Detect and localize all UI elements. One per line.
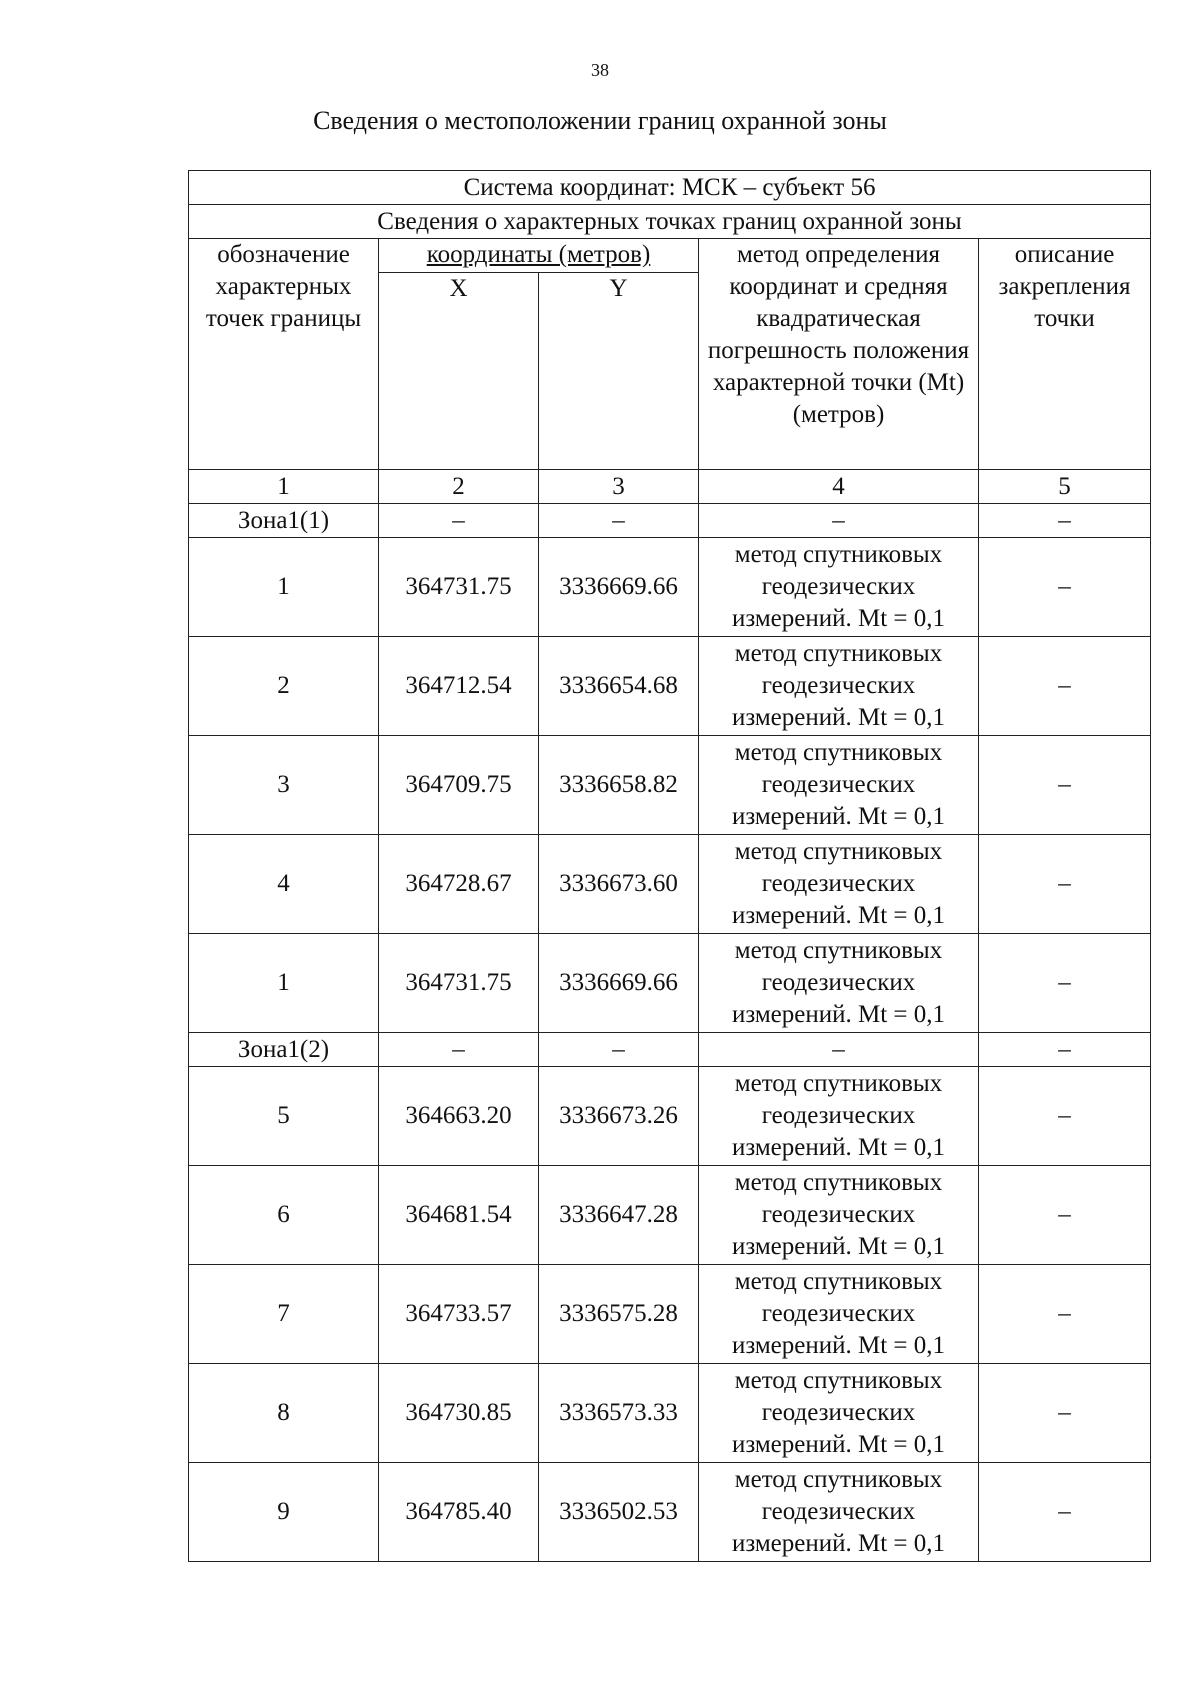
coordinate-system: Система координат: МСК – субъект 56 — [189, 171, 1151, 205]
column-number: 2 — [379, 470, 539, 504]
zone-label: Зона1(2) — [189, 1033, 379, 1067]
method-text: метод спутниковых геодезических измерений. Mt = 0,1 — [699, 538, 979, 637]
header-coordinates-label: координаты (метров) — [426, 241, 651, 268]
column-number: 1 — [189, 470, 379, 504]
zone-y: – — [539, 1033, 699, 1067]
table-row — [189, 637, 1151, 736]
fixing-text: – — [979, 1265, 1151, 1364]
zone-fixing: – — [979, 504, 1151, 538]
method-text: метод спутниковых геодезических измерений. Mt = 0,1 — [699, 934, 979, 1033]
zone-method: – — [699, 504, 979, 538]
fixing-text: – — [979, 934, 1151, 1033]
point-number: 8 — [189, 1364, 379, 1463]
coord-y: 3336669.66 — [539, 934, 699, 1033]
zone-x: – — [379, 504, 539, 538]
table-row — [189, 835, 1151, 934]
coord-x: 364731.75 — [379, 934, 539, 1033]
point-number: 5 — [189, 1067, 379, 1166]
method-text: метод спутниковых геодезических измерений. Mt = 0,1 — [699, 1067, 979, 1166]
zone-method: – — [699, 1033, 979, 1067]
page-number: 38 — [591, 60, 609, 80]
coord-x: 364785.40 — [379, 1463, 539, 1562]
table-row — [189, 1364, 1151, 1463]
header-method: метод определения координат и средняя квадратическая погрешность положения характерной точки (Mt) (метров) — [699, 239, 979, 470]
point-number: 1 — [189, 538, 379, 637]
method-text: метод спутниковых геодезических измерений. Mt = 0,1 — [699, 736, 979, 835]
point-number: 7 — [189, 1265, 379, 1364]
coord-y: 3336654.68 — [539, 637, 699, 736]
zone-fixing: – — [979, 1033, 1151, 1067]
header-point-designation: обозначение характерных точек границы — [189, 239, 379, 470]
header-y: Y — [539, 273, 699, 470]
table-row — [189, 1067, 1151, 1166]
zone-row — [189, 1033, 1151, 1067]
fixing-text: – — [979, 637, 1151, 736]
fixing-text: – — [979, 1463, 1151, 1562]
method-text: метод спутниковых геодезических измерений. Mt = 0,1 — [699, 1463, 979, 1562]
coord-x: 364712.54 — [379, 637, 539, 736]
method-text: метод спутниковых геодезических измерений. Mt = 0,1 — [699, 1265, 979, 1364]
point-number: 1 — [189, 934, 379, 1033]
coord-y: 3336673.60 — [539, 835, 699, 934]
table-row — [189, 736, 1151, 835]
coord-y: 3336669.66 — [539, 538, 699, 637]
point-number: 6 — [189, 1166, 379, 1265]
coord-y: 3336575.28 — [539, 1265, 699, 1364]
header-x: X — [379, 273, 539, 470]
point-number: 2 — [189, 637, 379, 736]
coord-x: 364728.67 — [379, 835, 539, 934]
method-text: метод спутниковых геодезических измерений. Mt = 0,1 — [699, 835, 979, 934]
column-number: 3 — [539, 470, 699, 504]
method-text: метод спутниковых геодезических измерений. Mt = 0,1 — [699, 1166, 979, 1265]
coord-x: 364709.75 — [379, 736, 539, 835]
coord-y: 3336502.53 — [539, 1463, 699, 1562]
table-row — [189, 1463, 1151, 1562]
fixing-text: – — [979, 736, 1151, 835]
fixing-text: – — [979, 1364, 1151, 1463]
point-number: 9 — [189, 1463, 379, 1562]
header-coordinates — [379, 239, 699, 273]
coord-x: 364663.20 — [379, 1067, 539, 1166]
column-number: 4 — [699, 470, 979, 504]
coord-x: 364731.75 — [379, 538, 539, 637]
coord-y: 3336658.82 — [539, 736, 699, 835]
point-number: 4 — [189, 835, 379, 934]
header-fixing: описание закрепления точки — [979, 239, 1151, 470]
zone-row — [189, 504, 1151, 538]
table-row — [189, 934, 1151, 1033]
zone-y: – — [539, 504, 699, 538]
coord-y: 3336673.26 — [539, 1067, 699, 1166]
method-text: метод спутниковых геодезических измерений. Mt = 0,1 — [699, 637, 979, 736]
fixing-text: – — [979, 835, 1151, 934]
table-row — [189, 538, 1151, 637]
point-number: 3 — [189, 736, 379, 835]
coord-x: 364733.57 — [379, 1265, 539, 1364]
fixing-text: – — [979, 1166, 1151, 1265]
coordinates-table — [188, 170, 1151, 1562]
column-number: 5 — [979, 470, 1151, 504]
coord-y: 3336647.28 — [539, 1166, 699, 1265]
section-heading: Сведения о характерных точках границ охранной зоны — [189, 205, 1151, 239]
zone-label: Зона1(1) — [189, 504, 379, 538]
fixing-text: – — [979, 1067, 1151, 1166]
coord-x: 364681.54 — [379, 1166, 539, 1265]
document-title: Сведения о местоположении границ охранной зоны — [313, 106, 887, 135]
method-text: метод спутниковых геодезических измерений. Mt = 0,1 — [699, 1364, 979, 1463]
coord-x: 364730.85 — [379, 1364, 539, 1463]
table-row — [189, 1265, 1151, 1364]
fixing-text: – — [979, 538, 1151, 637]
zone-x: – — [379, 1033, 539, 1067]
coord-y: 3336573.33 — [539, 1364, 699, 1463]
table-row — [189, 1166, 1151, 1265]
